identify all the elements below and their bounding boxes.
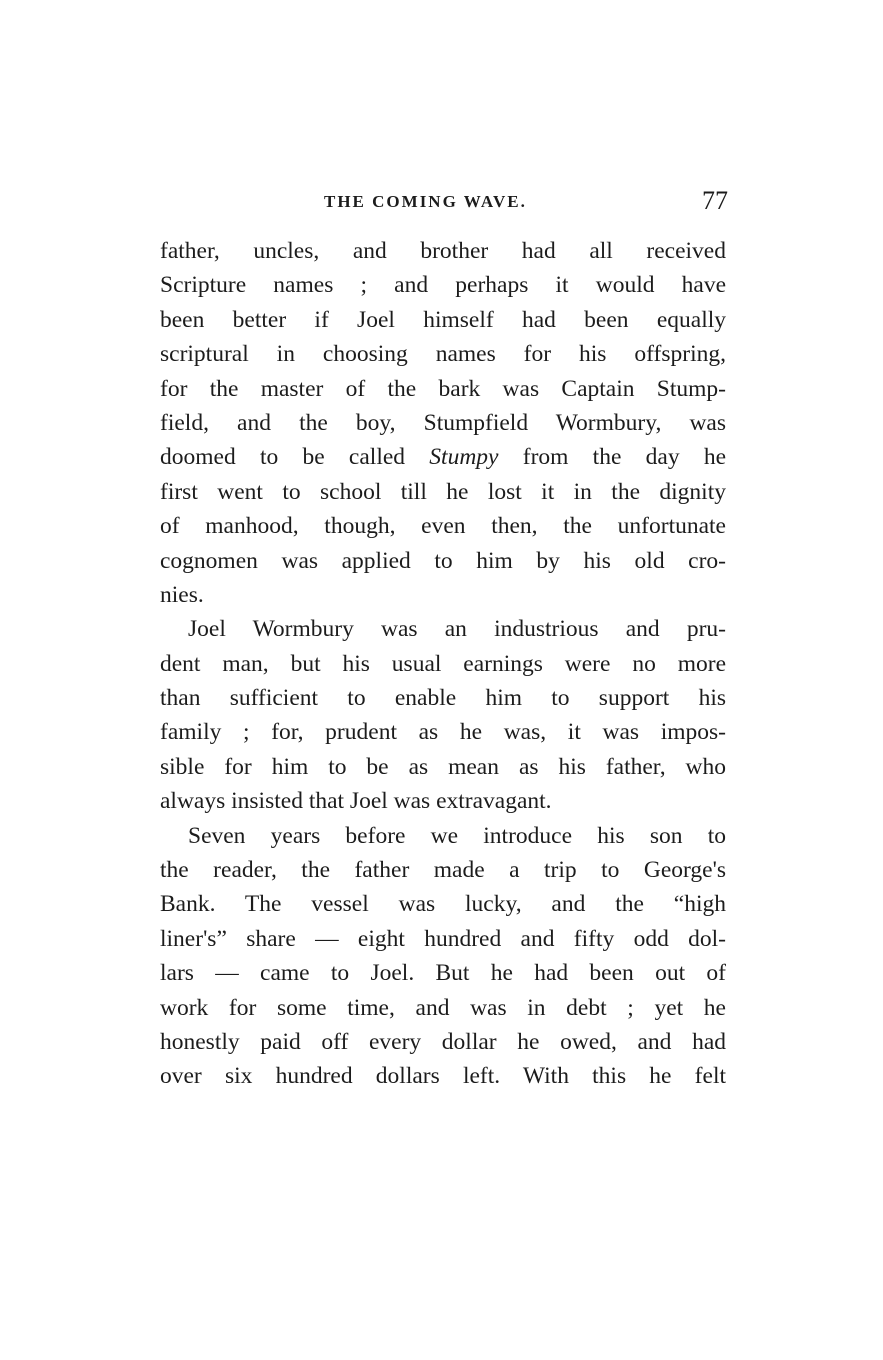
text-line: Joel Wormbury was an industrious and pru- <box>188 616 726 643</box>
text-line: over six hundred dollars left. With this he felt <box>160 1063 726 1090</box>
text-line: dent man, but his usual earnings were no more <box>160 650 726 677</box>
text-line: nies. <box>160 581 204 608</box>
text-line: first went to school till he lost it in the dignity <box>160 478 726 505</box>
text-line: Scripture names ; and perhaps it would have <box>160 272 726 299</box>
text-line: sible for him to be as mean as his father, who <box>160 753 726 780</box>
text-line: field, and the boy, Stumpfield Wormbury, was <box>160 409 726 436</box>
text-line: than sufficient to enable him to support his <box>160 685 726 712</box>
text-line: for the master of the bark was Captain Stump- <box>160 375 726 402</box>
text-line: work for some time, and was in debt ; yet he <box>160 994 726 1021</box>
text-line: cognomen was applied to him by his old cro- <box>160 547 726 574</box>
page-number: 77 <box>702 186 728 215</box>
italic-word: Stumpy <box>429 444 499 471</box>
text-segment: from the day he <box>522 444 727 471</box>
text-line: Bank. The vessel was lucky, and the “high <box>160 891 726 918</box>
text-line: Seven years before we introduce his son to <box>188 822 726 849</box>
text-segment: doomed to be called <box>160 444 406 471</box>
text-line: liner's” share — eight hundred and fifty odd dol- <box>160 925 726 952</box>
text-line: of manhood, though, even then, the unfortunate <box>160 513 726 540</box>
text-line: the reader, the father made a trip to George's <box>160 857 726 884</box>
running-title: THE COMING WAVE. <box>324 192 527 211</box>
text-line: honestly paid off every dollar he owed, and had <box>160 1028 726 1055</box>
text-line: been better if Joel himself had been equally <box>160 306 726 333</box>
text-line: father, uncles, and brother had all received <box>160 238 726 264</box>
running-head <box>160 186 730 220</box>
text-line: family ; for, prudent as he was, it was impos- <box>160 719 726 746</box>
text-line-mixed <box>160 440 726 474</box>
text-line: lars — came to Joel. But he had been out of <box>160 960 726 987</box>
text-line: always insisted that Joel was extravagant. <box>160 788 552 815</box>
body-text <box>160 234 726 1094</box>
text-line: scriptural in choosing names for his offspring, <box>160 341 726 368</box>
